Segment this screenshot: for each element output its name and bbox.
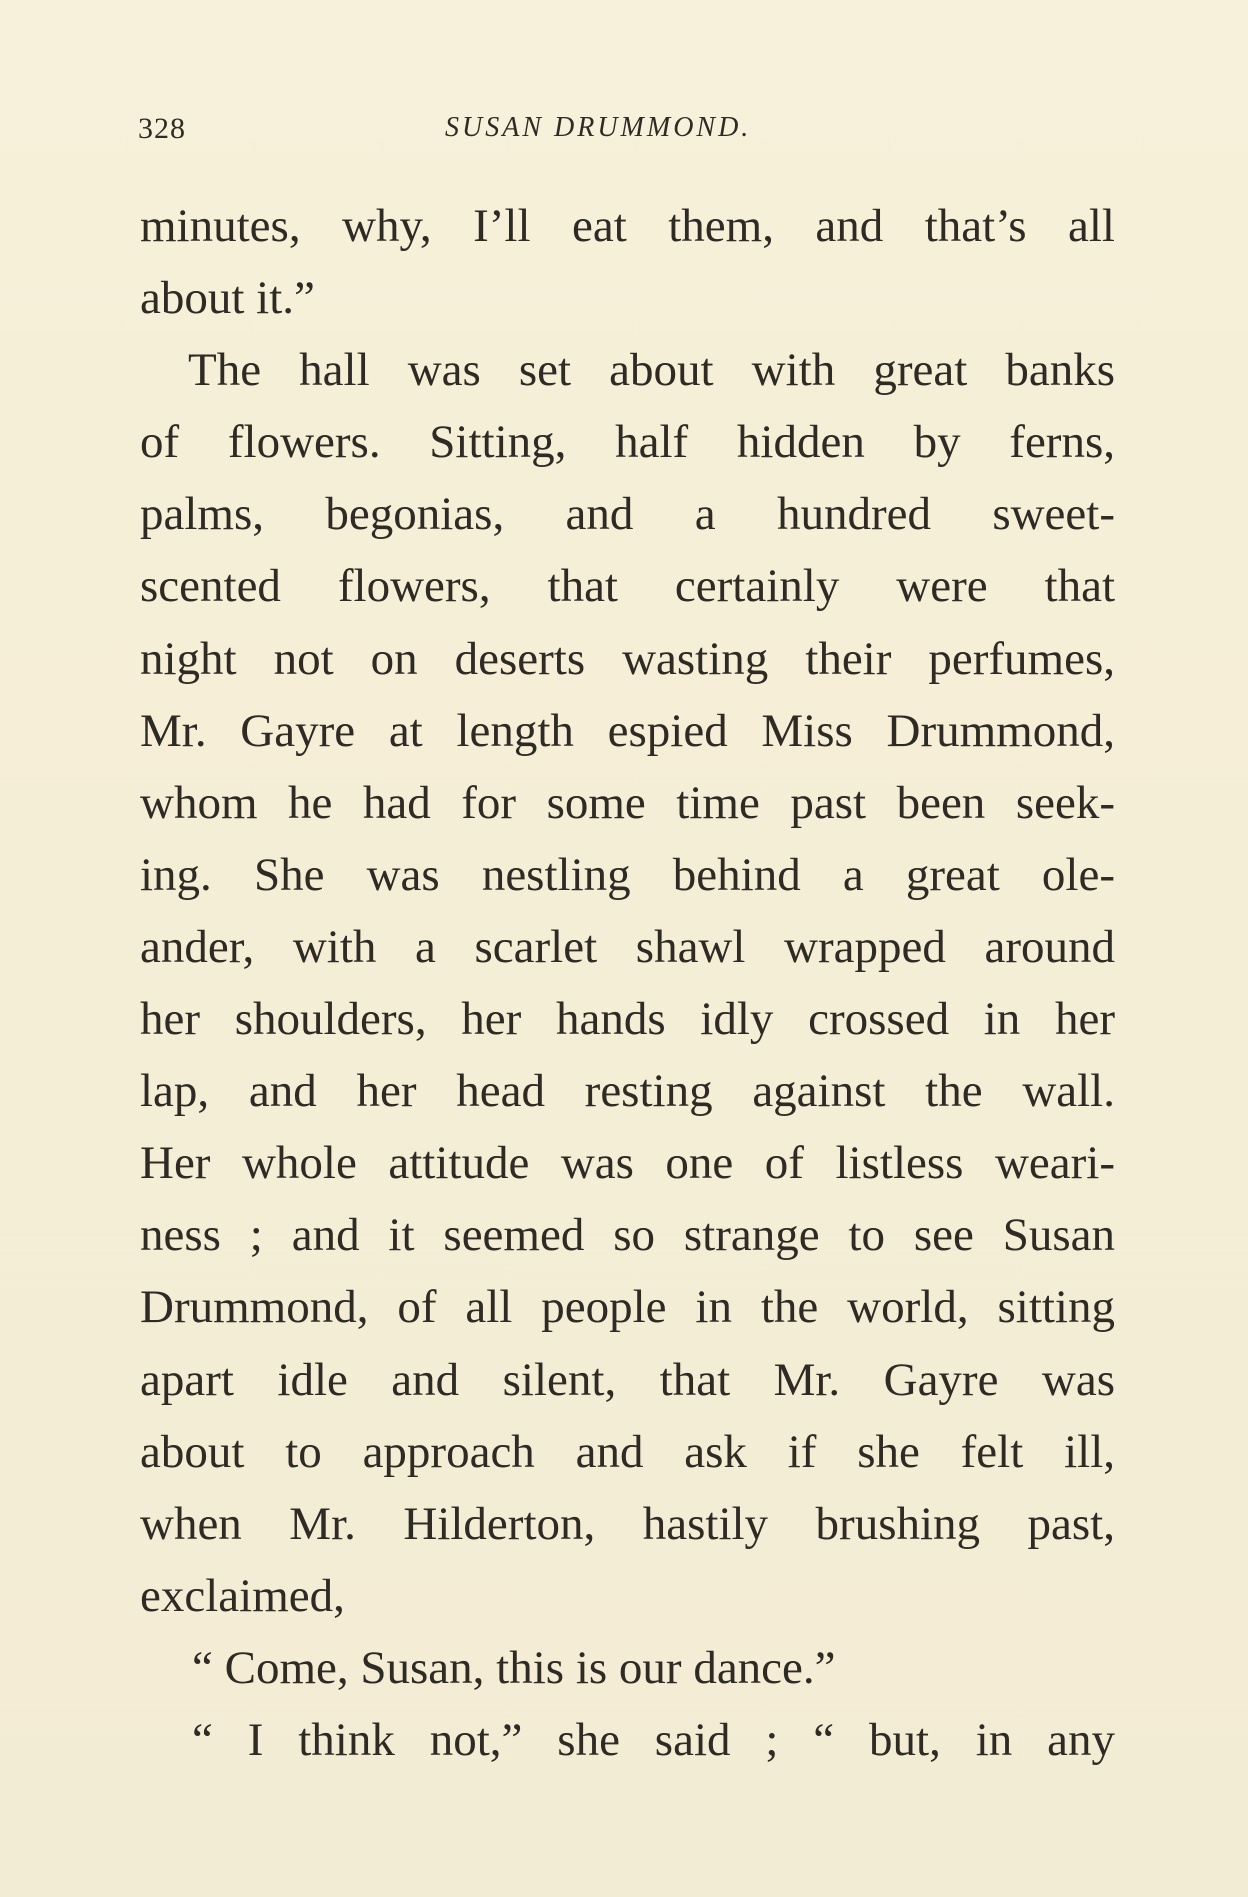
body-text <box>140 190 1115 1776</box>
text-line: apart idle and silent, that Mr. Gayre was <box>140 1353 1115 1406</box>
text-line: about it.” <box>140 272 315 325</box>
running-head <box>138 112 1108 152</box>
text-line: exclaimed, <box>140 1569 345 1622</box>
text-line: minutes, why, I’ll eat them, and that’s all <box>140 200 1115 252</box>
text-line: ing. She was nestling behind a great ole- <box>140 848 1115 901</box>
text-line: whom he had for some time past been seek- <box>140 776 1115 829</box>
text-line: “ I think not,” she said ; “ but, in any <box>192 1713 1115 1766</box>
text-line: Drummond, of all people in the world, sitting <box>140 1281 1115 1334</box>
text-line: when Mr. Hilderton, hastily brushing past, <box>140 1497 1115 1550</box>
text-line: lap, and her head resting against the wall. <box>140 1065 1115 1118</box>
text-line: about to approach and ask if she felt ill, <box>140 1425 1115 1478</box>
text-line: scented flowers, that certainly were that <box>140 560 1115 613</box>
running-title: SUSAN DRUMMOND. <box>445 112 752 143</box>
text-line: “ Come, Susan, this is our dance.” <box>192 1641 836 1694</box>
text-line: Mr. Gayre at length espied Miss Drummond, <box>140 704 1115 757</box>
text-line: her shoulders, her hands idly crossed in her <box>140 993 1115 1046</box>
text-line: The hall was set about with great banks <box>188 344 1115 397</box>
text-line: palms, begonias, and a hundred sweet- <box>140 488 1115 541</box>
text-line: ness ; and it seemed so strange to see Susan <box>140 1209 1115 1262</box>
text-line: of flowers. Sitting, half hidden by ferns, <box>140 416 1115 469</box>
text-line: night not on deserts wasting their perfumes, <box>140 632 1115 685</box>
text-line: ander, with a scarlet shawl wrapped around <box>140 920 1115 973</box>
page-number: 328 <box>138 112 186 145</box>
text-line: Her whole attitude was one of listless weari- <box>140 1137 1115 1190</box>
